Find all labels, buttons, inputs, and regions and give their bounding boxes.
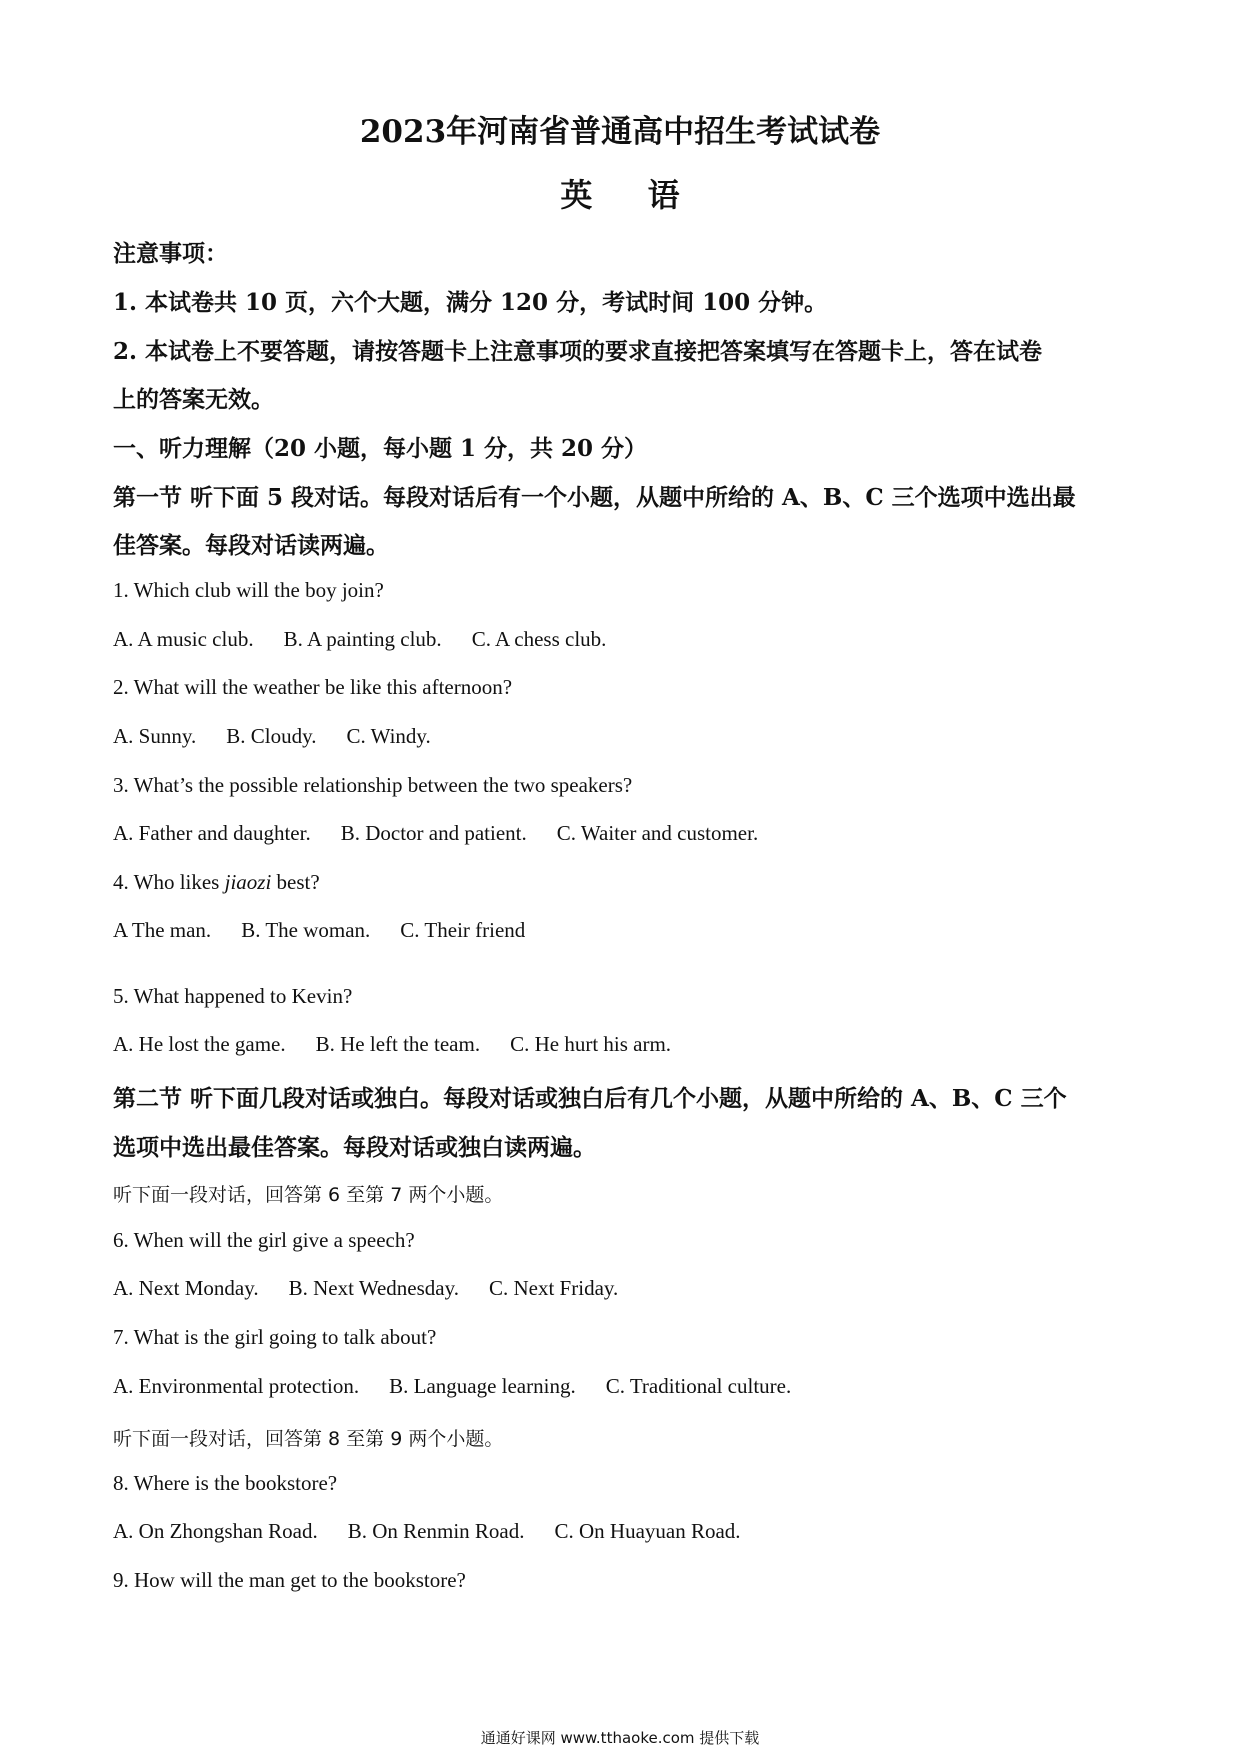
question-4-pre: 4. Who likes: [113, 870, 225, 894]
option-c: C. On Huayuan Road.: [554, 1519, 741, 1543]
question-9: 9. How will the man get to the bookstore?: [113, 1568, 466, 1592]
option-a: A The man.: [113, 918, 212, 942]
question-6-options: [113, 1276, 648, 1301]
question-2: 2. What will the weather be like this afternoon?: [113, 675, 513, 699]
question-4: [113, 870, 320, 895]
notice-heading: 注意事项：: [113, 240, 228, 267]
exam-title: 2023年河南省普通高中招生考试试卷: [359, 114, 881, 150]
question-3: 3. What’s the possible relationship between the two speakers?: [113, 773, 633, 797]
notice-item-2-line-1: 2. 本试卷上不要答题，请按答题卡上注意事项的要求直接把答案填写在答题卡上，答在试卷: [113, 338, 1043, 365]
question-4-post: best?: [271, 870, 320, 894]
option-a: A. Father and daughter.: [113, 821, 311, 845]
option-a: A. On Zhongshan Road.: [113, 1519, 318, 1543]
question-8: 8. Where is the bookstore?: [113, 1471, 338, 1495]
option-c: C. Next Friday.: [488, 1276, 619, 1300]
question-4-italic: jiaozi: [224, 870, 272, 894]
instruction-q6-q7: 听下面一段对话，回答第 6 至第 7 两个小题。: [113, 1184, 504, 1206]
option-a: A. A music club.: [113, 627, 254, 651]
option-c: C. Windy.: [346, 724, 431, 748]
section2-instruction-line-1: 第二节 听下面几段对话或独白。每段对话或独白后有几个小题，从题中所给的 A、B、C 三个: [113, 1085, 1067, 1112]
question-1: 1. Which club will the boy join?: [113, 578, 384, 602]
option-b: B. Next Wednesday.: [288, 1276, 459, 1300]
question-5: 5. What happened to Kevin?: [113, 984, 353, 1008]
option-b: B. The woman.: [241, 918, 371, 942]
option-b: B. Language learning.: [389, 1374, 576, 1398]
instruction-q8-q9: 听下面一段对话，回答第 8 至第 9 两个小题。: [113, 1428, 504, 1450]
option-b: B. He left the team.: [315, 1032, 481, 1056]
question-4-options: [113, 918, 555, 943]
option-a: A. Next Monday.: [113, 1276, 259, 1300]
notice-item-2-line-2: 上的答案无效。: [113, 386, 274, 413]
option-b: B. A painting club.: [283, 627, 442, 651]
question-3-options: [113, 821, 788, 846]
question-5-options: [113, 1032, 701, 1057]
question-6: 6. When will the girl give a speech?: [113, 1228, 415, 1252]
question-1-options: [113, 627, 636, 652]
option-b: B. On Renmin Road.: [347, 1519, 525, 1543]
option-a: A. He lost the game.: [113, 1032, 286, 1056]
section1-instruction-line-1: 第一节 听下面 5 段对话。每段对话后有一个小题，从题中所给的 A、B、C 三个选项中选出最: [113, 484, 1076, 511]
part1-heading: 一、听力理解（20 小题，每小题 1 分，共 20 分）: [113, 435, 648, 462]
question-7: 7. What is the girl going to talk about?: [113, 1325, 437, 1349]
section1-instruction-line-2: 佳答案。每段对话读两遍。: [113, 532, 389, 559]
option-c: C. Waiter and customer.: [556, 821, 759, 845]
subject-title: 英 语: [560, 176, 702, 214]
option-c: C. Traditional culture.: [605, 1374, 792, 1398]
option-c: C. A chess club.: [471, 627, 607, 651]
option-c: C. He hurt his arm.: [510, 1032, 672, 1056]
notice-item-1: 1. 本试卷共 10 页，六个大题，满分 120 分，考试时间 100 分钟。: [113, 289, 828, 316]
footer-source: 通通好课网 www.tthaoke.com 提供下载: [480, 1729, 760, 1747]
option-b: B. Doctor and patient.: [340, 821, 527, 845]
option-a: A. Environmental protection.: [113, 1374, 360, 1398]
option-c: C. Their friend: [400, 918, 526, 942]
question-2-options: [113, 724, 461, 749]
section2-instruction-line-2: 选项中选出最佳答案。每段对话或独白读两遍。: [113, 1134, 596, 1161]
question-7-options: [113, 1374, 821, 1399]
question-8-options: [113, 1519, 771, 1544]
option-a: A. Sunny.: [113, 724, 197, 748]
option-b: B. Cloudy.: [226, 724, 317, 748]
